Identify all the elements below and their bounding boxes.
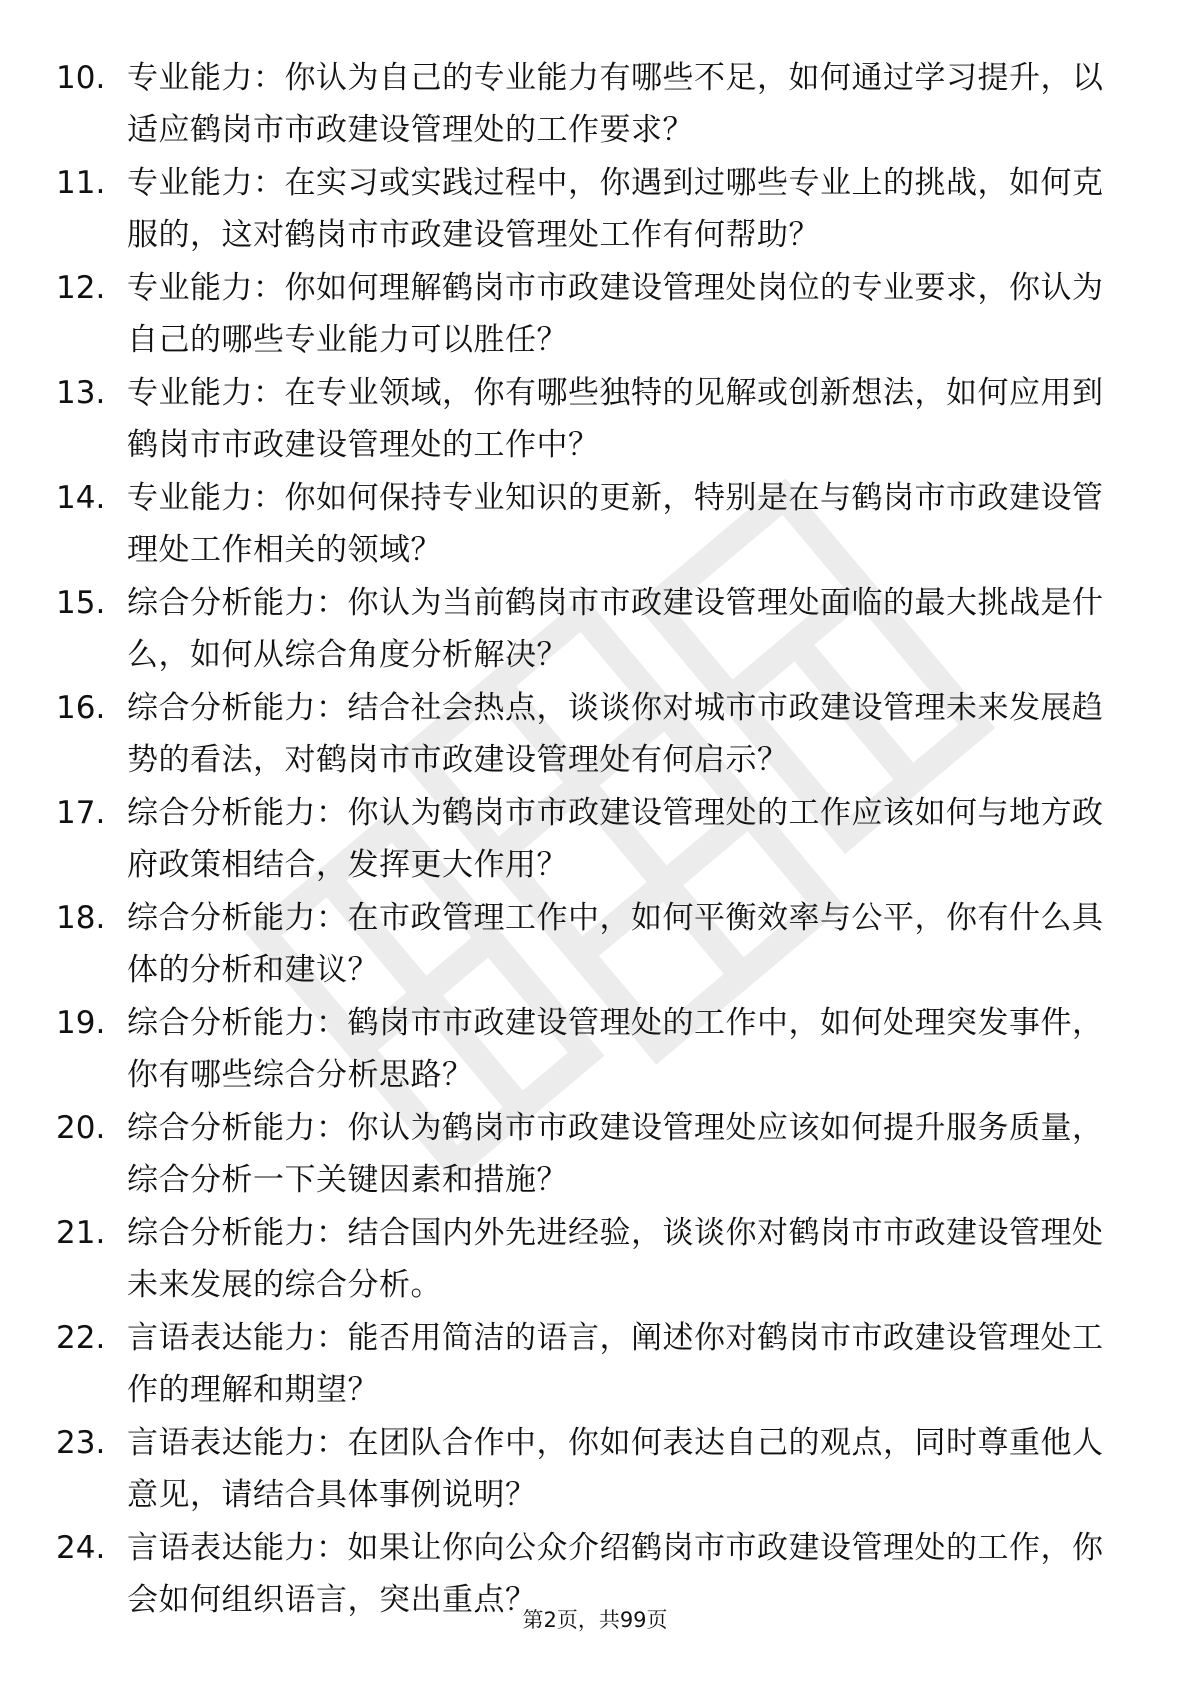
list-item (0, 787, 1190, 892)
question-number: 17. (56, 795, 106, 831)
question-text: 综合分析能力：你认为鹤岗市市政建设管理处应该如何提升服务质量，综合分析一下关键因素和措施？ (127, 1110, 1104, 1198)
list-item (0, 367, 1190, 472)
question-text: 综合分析能力：你认为当前鹤岗市市政建设管理处面临的最大挑战是什么，如何从综合角度分析解决？ (127, 585, 1104, 673)
question-number: 15. (56, 585, 106, 621)
question-text: 专业能力：你认为自己的专业能力有哪些不足，如何通过学习提升，以适应鹤岗市市政建设管理处的工作要求？ (127, 60, 1104, 148)
question-list (0, 52, 1190, 1627)
question-text: 综合分析能力：你认为鹤岗市市政建设管理处的工作应该如何与地方政府政策相结合，发挥更大作用？ (127, 795, 1104, 883)
question-number: 20. (56, 1110, 106, 1146)
question-text: 综合分析能力：结合国内外先进经验，谈谈你对鹤岗市市政建设管理处未来发展的综合分析。 (127, 1215, 1104, 1303)
question-text: 言语表达能力：在团队合作中，你如何表达自己的观点，同时尊重他人意见，请结合具体事例说明？ (127, 1425, 1104, 1513)
question-text: 专业能力：你如何保持专业知识的更新，特别是在与鹤岗市市政建设管理处工作相关的领域？ (127, 480, 1104, 568)
question-text: 综合分析能力：结合社会热点，谈谈你对城市市政建设管理未来发展趋势的看法，对鹤岗市市政建设管理处有何启示？ (127, 690, 1104, 778)
question-number: 11. (56, 165, 106, 201)
question-number: 23. (56, 1425, 106, 1461)
list-item (0, 892, 1190, 997)
question-text: 专业能力：在专业领域，你有哪些独特的见解或创新想法，如何应用到鹤岗市市政建设管理处的工作中？ (127, 375, 1104, 463)
list-item (0, 1102, 1190, 1207)
question-text: 专业能力：你如何理解鹤岗市市政建设管理处岗位的专业要求，你认为自己的哪些专业能力可以胜任？ (127, 270, 1104, 358)
question-number: 24. (56, 1530, 106, 1566)
question-number: 16. (56, 690, 106, 726)
question-number: 19. (56, 1005, 106, 1041)
question-text: 言语表达能力：如果让你向公众介绍鹤岗市市政建设管理处的工作，你会如何组织语言，突出重点？ (127, 1530, 1104, 1618)
list-item (0, 262, 1190, 367)
list-item (0, 1312, 1190, 1417)
question-number: 13. (56, 375, 106, 411)
question-text: 综合分析能力：在市政管理工作中，如何平衡效率与公平，你有什么具体的分析和建议？ (127, 900, 1104, 988)
page-number-footer: 第2页，共99页 (522, 1608, 668, 1632)
question-number: 22. (56, 1320, 106, 1356)
list-item (0, 52, 1190, 157)
list-item (0, 682, 1190, 787)
list-item (0, 1417, 1190, 1522)
question-text: 专业能力：在实习或实践过程中，你遇到过哪些专业上的挑战，如何克服的，这对鹤岗市市政建设管理处工作有何帮助？ (127, 165, 1104, 253)
list-item (0, 472, 1190, 577)
list-item (0, 1207, 1190, 1312)
question-number: 18. (56, 900, 106, 936)
list-item (0, 997, 1190, 1102)
question-number: 12. (56, 270, 106, 306)
list-item (0, 157, 1190, 262)
question-text: 综合分析能力：鹤岗市市政建设管理处的工作中，如何处理突发事件，你有哪些综合分析思路？ (127, 1005, 1104, 1093)
question-number: 10. (56, 60, 106, 96)
list-item (0, 577, 1190, 682)
question-text: 言语表达能力：能否用简洁的语言，阐述你对鹤岗市市政建设管理处工作的理解和期望？ (127, 1320, 1104, 1408)
question-number: 21. (56, 1215, 106, 1251)
question-number: 14. (56, 480, 106, 516)
